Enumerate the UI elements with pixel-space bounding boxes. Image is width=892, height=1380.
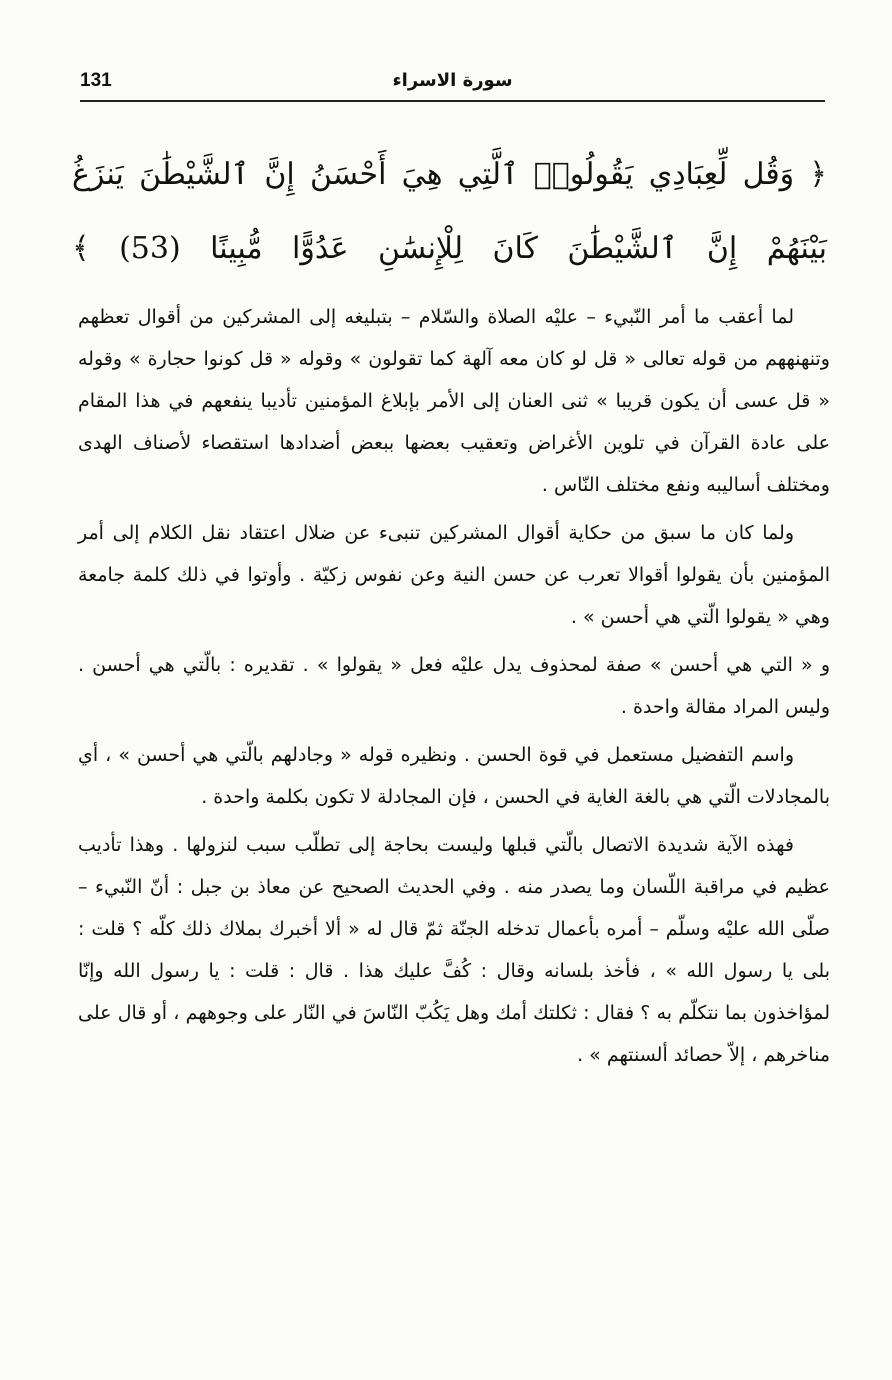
paragraph-2: ولما كان ما سبق من حكاية أقوال المشركين تنبىء عن ضلال اعتقاد نقل الكلام إلى أمر المؤمنين بأن يقولوا أقوالا تعرب عن حسن النية وعن نفوس زكيّة . وأوتوا في ذلك كلمة جامعة وهي « يقولوا الّتي هي أحسن » . — [78, 522, 830, 628]
quran-verse: ﴿ وَقُل لِّعِبَادِي يَقُولُوا۟ ٱلَّتِي هِيَ أَحْسَنُ إِنَّ ٱلشَّيْطَٰنَ يَنزَغُ بَيْنَهُمْ إِنَّ ٱلشَّيْطَٰنَ كَانَ لِلْإِنسَٰنِ عَدُوًّا مُّبِينًا (53) ﴾ — [72, 157, 827, 266]
paragraph-3: و « التي هي أحسن » صفة لمحذوف يدل عليْه فعل « يقولوا » . تقديره : بالّتي هي أحسن . وليس المراد مقالة واحدة . — [78, 654, 830, 718]
page-number: 131 — [80, 70, 112, 91]
paragraph-1: لما أعقب ما أمر النّبيء – عليْه الصلاة والسّلام – بتبليغه إلى المشركين من أقوال تعظهم وتنهنههم من قوله تعالى « قل لو كان معه آلهة كما تقولون » وقوله « قل كونوا حجارة » وقوله « قل عسى أن يكون قريبا » ثنى العنان إلى الأمر بإبلاغ المؤمنين تأديبا ينفعهم في هذا المقام على عادة القرآن في تلوين الأغراض وتعقيب بعضها ببعض أضدادها استقصاء لأصناف الهدى ومختلف أساليبه ونفع مختلف النّاس . — [78, 306, 830, 496]
paragraph-4: واسم التفضيل مستعمل في قوة الحسن . ونظيره قوله « وجادلهم بالّتي هي أحسن » ، أي بالمجادلات الّتي هي بالغة الغاية في الحسن ، فإن المجادلة لا تكون بكلمة واحدة . — [78, 744, 830, 808]
tafsir-body — [78, 296, 830, 1076]
paragraph-5: فهذه الآية شديدة الاتصال بالّتي قبلها وليست بحاجة إلى تطلّب سبب لنزولها . وهذا تأديب عظيم في مراقبة اللّسان وما يصدر منه . وفي الحديث الصحيح عن معاذ بن جبل : أنّ النّبيء – صلّى الله عليْه وسلّم – أمره بأعمال تدخله الجنّة ثمّ قال له « ألا أخبرك بملاك ذلك كلّه ؟ قلت : بلى يا رسول الله » ، فأخذ بلسانه وقال : كُفَّ عليك هذا . قال : قلت : يا رسول الله وإنّا لمؤاخذون بما نتكلّم به ؟ فقال : ثكلتك أمك وهل يَكُبّ النّاسَ في النّار على وجوههم ، أو قال على مناخرهم ، إلاّ حصائد ألسنتهم » . — [78, 834, 830, 1066]
header-divider — [80, 100, 825, 102]
page-header — [80, 70, 825, 98]
surah-title: سورة الاسراء — [392, 70, 513, 91]
